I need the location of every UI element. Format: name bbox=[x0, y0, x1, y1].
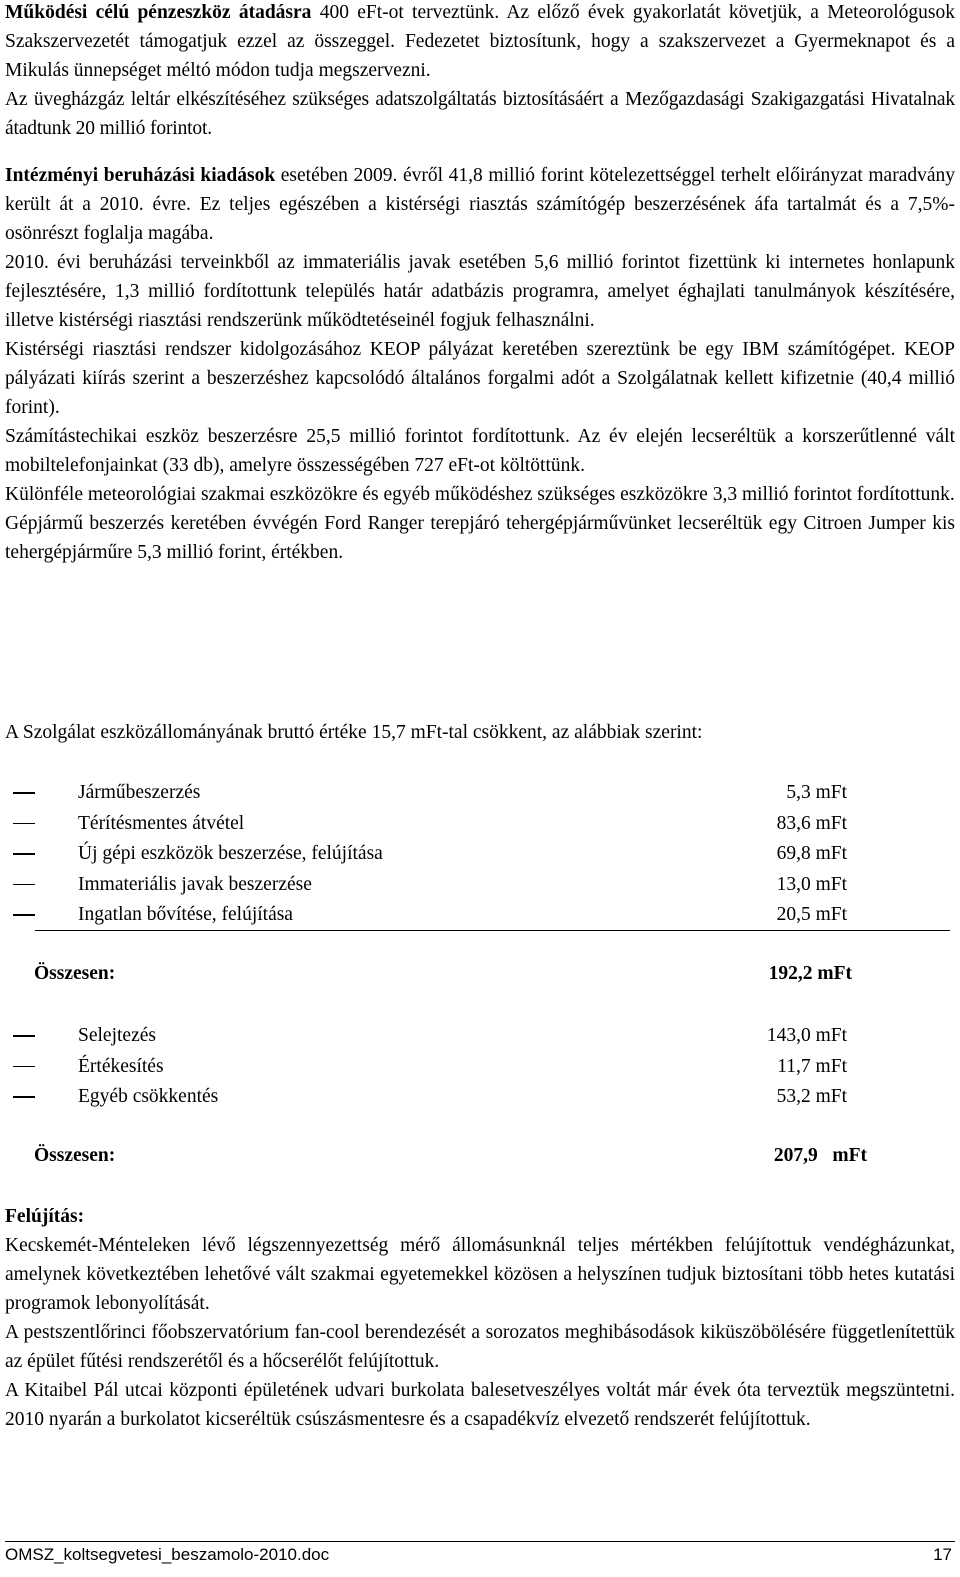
renovation-paragraph-1: Kecskemét-Ménteleken lévő légszennyezettség mérő állomásunknál teljes mértékben felújítottuk vendégházunkat, amelynek következtében lehetővé vált szakmai egyetemekkel közösen a helyszínen tudjuk biztosítani több hetes kutatási programok lebonyolítását. bbox=[5, 1235, 955, 1314]
dash-bullet bbox=[13, 792, 35, 794]
list-item bbox=[5, 870, 955, 901]
dash-bullet bbox=[13, 1066, 35, 1068]
renovation-paragraph-2: A pestszentlőrinci főobszervatórium fan-cool berendezését a sorozatos meghibásodások kiküszöbölésére függetlenítettük az épület fűtési rendszerétől és a hőcserélőt felújítottuk. bbox=[5, 1322, 955, 1372]
dash-bullet bbox=[13, 1096, 35, 1098]
dash-bullet bbox=[13, 884, 35, 886]
investment-paragraph-4: Számítástechikai eszköz beszerzésre 25,5 millió forintot fordítottunk. Az év elején lecseréltük a korszerűtlenné vált mobiltelefonjainkat (33 db), amelyre összességében 727 eFt-ot költöttünk. bbox=[5, 426, 955, 476]
total-1-value: 192,2 mFt bbox=[768, 963, 852, 984]
page-number: 17 bbox=[933, 1545, 952, 1564]
item-label: Egyéb csökkentés bbox=[78, 1086, 219, 1107]
dash-bullet bbox=[13, 853, 35, 855]
intro-paragraph-1 bbox=[5, 0, 955, 85]
investment-paragraph-5: Különféle meteorológiai szakmai eszközökre és egyéb működéshez szükséges eszközökre 3,3 millió forintot fordítottunk. bbox=[5, 484, 955, 505]
item-value: 11,7 mFt bbox=[777, 1055, 847, 1077]
dash-bullet bbox=[13, 1035, 35, 1037]
total-1-label: Összesen: bbox=[34, 963, 116, 984]
list-item bbox=[5, 900, 955, 931]
list-item bbox=[5, 1021, 955, 1052]
list-item bbox=[5, 809, 955, 840]
list-item bbox=[5, 839, 955, 870]
renovation-heading bbox=[5, 1202, 955, 1231]
item-label: Új gépi eszközök beszerzése, felújítása bbox=[78, 843, 383, 864]
intro-text: 400 eFt-ot terveztünk. Az előző évek gyakorlatát követjük, a Meteorológusok Szakszervezetét támogatjuk ezzel az összeggel. Fedezetet biztosítunk, hogy a szakszervezet a Gyermeknapot és a Mikulás ünnepséget méltó módon tudja megszervezni. bbox=[5, 2, 956, 81]
list-item bbox=[5, 1052, 955, 1083]
investment-paragraph-6: Gépjármű beszerzés keretében évvégén Ford Ranger terepjáró tehergépjárművünket lecseréltük egy Citroen Jumper kis tehergépjárműre 5,3 millió forint, értékben. bbox=[5, 513, 955, 563]
item-label: Selejtezés bbox=[78, 1025, 156, 1046]
investment-paragraph-1 bbox=[5, 161, 955, 248]
investment-paragraph-2: 2010. évi beruházási terveinkből az immateriális javak esetében 5,6 millió forintot fizettünk ki internetes honlapunk fejlesztésére, 1,3 millió fordítottunk település határ adatbázis programra, amelyet éghajlati tanulmányok készítésére, illetve kistérségi riasztási rendszerünk működtetéseinél fogjuk felhasználni. bbox=[5, 252, 955, 331]
total-2-value: 207,9 mFt bbox=[773, 1145, 867, 1166]
increase-list bbox=[5, 778, 955, 931]
total-2-label: Összesen: bbox=[34, 1145, 116, 1166]
document-page bbox=[5, 0, 955, 567]
list-item bbox=[5, 1082, 955, 1113]
item-value: 69,8 mFt bbox=[776, 843, 847, 864]
item-label: Járműbeszerzés bbox=[78, 782, 201, 803]
item-value: 143,0 mFt bbox=[766, 1025, 847, 1046]
item-value: 53,2 mFt bbox=[776, 1086, 847, 1107]
investment-bold-heading: Intézményi beruházási kiadások bbox=[5, 165, 276, 186]
renovation-section bbox=[5, 1202, 955, 1434]
item-label: Értékesítés bbox=[78, 1055, 164, 1077]
total-rule bbox=[35, 930, 950, 931]
assets-intro: A Szolgálat eszközállományának bruttó értéke 15,7 mFt-tal csökkent, az alábbiak szerint: bbox=[5, 722, 703, 743]
intro-paragraph-2: Az üvegházgáz leltár elkészítéséhez szükséges adatszolgáltatás biztosításáért a Mezőgazdasági Szakigazgatási Hivatalnak átadtunk 20 millió forintot. bbox=[5, 89, 955, 139]
item-value: 13,0 mFt bbox=[776, 873, 847, 895]
intro-bold-heading: Működési célú pénzeszköz átadásra bbox=[5, 2, 312, 23]
renovation-paragraph-3: A Kitaibel Pál utcai központi épületének udvari burkolata balesetveszélyes voltát már évek óta terveztük megszüntetni. 2010 nyarán a burkolatot kicseréltük csúszásmentesre és a csapadékvíz elvezető rendszerét felújítottuk. bbox=[5, 1380, 955, 1430]
item-label: Térítésmentes átvétel bbox=[78, 812, 245, 834]
item-label: Ingatlan bővítése, felújítása bbox=[78, 904, 293, 925]
item-value: 83,6 mFt bbox=[776, 812, 847, 834]
item-value: 5,3 mFt bbox=[786, 782, 847, 803]
footer-filename: OMSZ_koltsegvetesi_beszamolo-2010.doc bbox=[5, 1545, 330, 1564]
dash-bullet bbox=[13, 823, 35, 825]
investment-paragraph-3: Kistérségi riasztási rendszer kidolgozásához KEOP pályázat keretében szereztünk be egy IBM számítógépet. KEOP pályázati kiírás szerint a beszerzéshez kapcsolódó általános forgalmi adót a Szolgálatnak kellett kifizetnie (40,4 millió forint). bbox=[5, 339, 955, 418]
renovation-heading-text: Felújítás: bbox=[5, 1206, 85, 1227]
footer-rule bbox=[5, 1541, 955, 1542]
investment-text: esetében 2009. évről 41,8 millió forint kötelezettséggel terhelt előirányzat maradvány került át a 2010. évre. Ez teljes egészében a kistérségi riasztás számítógép beszerzésének áfa tartalmát és a 7,5%-osönrészt foglalja magába. bbox=[5, 165, 956, 244]
list-item bbox=[5, 778, 955, 809]
dash-bullet bbox=[13, 914, 35, 916]
item-label: Immateriális javak beszerzése bbox=[78, 873, 312, 895]
item-value: 20,5 mFt bbox=[776, 904, 847, 925]
decrease-list bbox=[5, 1021, 955, 1113]
